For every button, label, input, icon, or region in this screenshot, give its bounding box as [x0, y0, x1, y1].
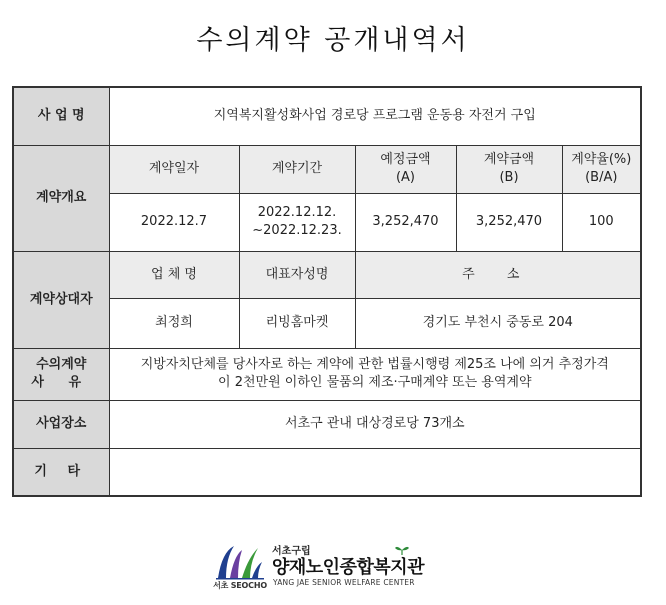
contract-amount-header-line1: 계약금액 [483, 152, 535, 168]
logo-english-name: YANG JAE SENIOR WELFARE CENTER [273, 578, 415, 587]
party-header-row [13, 251, 641, 298]
representative-header: 대표자성명 [239, 251, 355, 298]
overview-label: 계약개요 [13, 145, 109, 251]
site-label: 사업장소 [13, 400, 109, 448]
reason-row [13, 348, 641, 400]
project-name: 지역복지활성화사업 경로당 프로그램 운동용 자전거 구입 [109, 87, 641, 145]
contract-period-line2: ~2022.12.23. [252, 223, 342, 238]
contract-period-value [239, 193, 355, 251]
etc-label: 기 타 [13, 448, 109, 496]
logo-small-text: 서초구립 [272, 546, 311, 557]
etc-row [13, 448, 641, 496]
document-title: 수의계약 공개내역서 [196, 25, 470, 56]
welfare-center-logo [212, 538, 452, 594]
contract-rate-header-line2: (B/A) [585, 170, 618, 185]
company-header: 업 체 명 [109, 251, 239, 298]
contract-period-line1: 2022.12.12. [257, 205, 337, 221]
reason-label-line1: 수의계약 [36, 357, 87, 373]
estimated-amount-header-line2: (A) [395, 170, 416, 185]
contract-amount-value: 3,252,470 [456, 193, 562, 251]
reason-line1: 지방자치단체를 당사자로 하는 계약에 관한 법률시행령 제25조 나에 의거 추정가격 [140, 357, 609, 373]
contract-table [12, 86, 642, 497]
contract-period-header: 계약기간 [239, 145, 355, 193]
reason-line2: 이 2천만원 이하인 물품의 제조·구매계약 또는 용역계약 [218, 375, 532, 390]
contract-rate-header-line1: 계약율(%) [571, 152, 632, 168]
overview-header-row [13, 145, 641, 193]
address-value: 경기도 부천시 중동로 204 [355, 298, 641, 348]
company-value: 최정희 [109, 298, 239, 348]
contract-date-header: 계약일자 [109, 145, 239, 193]
party-label: 계약상대자 [13, 251, 109, 348]
contract-amount-header [456, 145, 562, 193]
contract-rate-value: 100 [562, 193, 641, 251]
logo-mark-text: 서초 SEOCHO [213, 581, 267, 590]
logo-name: 양재노인종합복지관 [272, 557, 424, 578]
estimated-amount-header-line1: 예정금액 [380, 152, 431, 168]
project-row [13, 87, 641, 145]
site-value: 서초구 관내 대상경로당 73개소 [109, 400, 641, 448]
address-header: 주 소 [355, 251, 641, 298]
reason-label-line2: 사 유 [31, 375, 92, 390]
contract-date-value: 2022.12.7 [109, 193, 239, 251]
etc-value [109, 448, 641, 496]
contract-rate-header [562, 145, 641, 193]
contract-amount-header-line2: (B) [499, 170, 519, 185]
site-row [13, 400, 641, 448]
representative-value: 리빙홈마켓 [239, 298, 355, 348]
estimated-amount-header [355, 145, 456, 193]
reason-text [109, 348, 641, 400]
estimated-amount-value: 3,252,470 [355, 193, 456, 251]
reason-label [13, 348, 109, 400]
project-label: 사 업 명 [13, 87, 109, 145]
